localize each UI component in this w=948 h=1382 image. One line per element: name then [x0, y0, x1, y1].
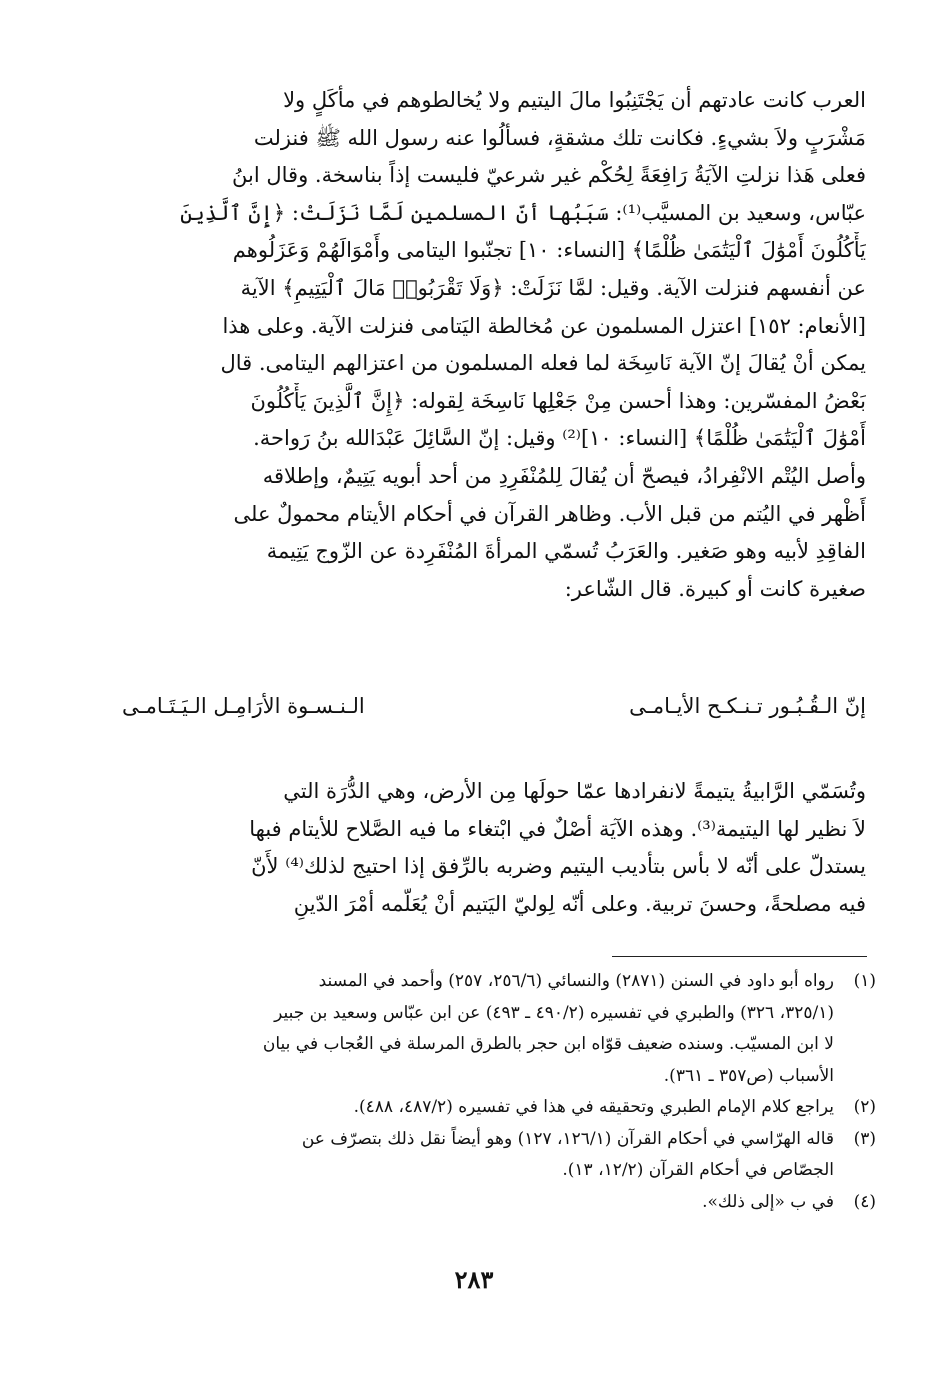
page-number: ٢٨٣: [454, 1265, 494, 1294]
footnote-text: [110, 1124, 834, 1187]
footnote: [110, 966, 876, 1092]
poetry-verse: [110, 688, 866, 732]
text-line: لاَ نظير لها اليتيمة⁽³⁾. وهذه الآيَة أصْلٌ في ابْتغاء ما فيه الصَّلاح للأيتام فبها: [249, 816, 866, 841]
text-line: يَأْكُلُونَ أَمْوَٰلَ ٱلْيَتَٰمَىٰ ظُلْمًا﴾ [النساء: ١٠] تجنّبوا اليتامى وأَمْوَالَهُمْ وَعَزَلُوهم: [232, 238, 866, 263]
text-line: صغيرة كانت أو كبيرة. قال الشّاعر:: [564, 576, 866, 601]
text-line: أَظْهر في اليُتم من قبل الأب. وظاهر القرآن في أحكام الأيتام محمولٌ على: [233, 501, 866, 526]
footnote-divider: [612, 956, 867, 957]
footnote: [110, 1092, 876, 1124]
verse-second-hemistich: الـنـسـوة الأرَامِـل الـيَـتَـامـى: [122, 694, 365, 718]
main-text: [110, 82, 866, 608]
main-text-continued: [110, 752, 866, 944]
footnote-number: (٣): [853, 1128, 876, 1149]
footnote-line: الأسباب (ص٣٥٧ ـ ٣٦١).: [663, 1065, 834, 1086]
text-line: فعلى هَذا نزلتِ الآيَةُ رَافِعَةً لِحُكْم غير شرعيّ فليست إذاً بناسخة. وقال ابنُ: [232, 163, 866, 188]
footnote-line: رواه أبو داود في السنن (٢٨٧١) والنسائي (٢٥٦/٦، ٢٥٧) وأحمد في المسند: [318, 971, 834, 991]
text-line: وأصل اليُتْم الانْفِرادُ، فيصحّ أن يُقالَ لِلمُنْفَرِدِ من أحد أبويه يَتِيمٌ، وإطلاقه: [262, 463, 866, 488]
footnote-number: (١): [853, 971, 876, 991]
text-line: بَعْضُ المفسّرين: وهذا أحسن مِنْ جَعْلِها نَاسِخَة لِقوله: ﴿إِنَّ ٱلَّذِينَ يَأْكُلُونَ: [250, 388, 866, 413]
text-line: مَشْرَبٍ ولاَ بشيءٍ. فكانت تلك مشقةٍ، فسألُوا عنه رسول الله ﷺ فنزلت: [253, 125, 866, 150]
text-line: أَمْوَٰلَ ٱلْيَتَٰمَىٰ ظُلْمًا﴾ [النساء: ١٠]⁽²⁾ وقيل: إنّ السَّائِلَ عَبْدَالله بنُ رَواحة.: [253, 426, 866, 451]
footnote-line: (٣٢٥/١، ٣٢٦) والطبري في تفسيره (٤٩٠/٢ ـ ٤٩٣) عن ابن عبّاس وسعيد بن جبير: [274, 1002, 834, 1023]
text-line: فيه مصلحةً، وحسنَ تربية. وعلى أنّه لِوليّ اليَتيم أنْ يُعَلّمه أمْرَ الدّينِ: [293, 891, 866, 916]
footnote-line: لا ابن المسيّب. وسنده ضعيف قوّاه ابن حجر بالطرق المرسلة في العُجاب في بيان: [262, 1034, 834, 1054]
text-line: يستدلّ على أنّه لا بأس بتأديب اليتيم وضربه بالرِّفق إذا احتيج لذلك⁽⁴⁾ لأَنّ: [251, 854, 866, 879]
paragraph-1: [110, 82, 866, 608]
paragraph-2: [110, 773, 866, 923]
footnotes: [110, 966, 876, 1218]
footnote-line: الجصّاص في أحكام القرآن (١٢/٢، ١٣).: [562, 1160, 834, 1180]
text-line: [الأنعام: ١٥٢] اعتزل المسلمون عن مُخالطة اليَتامى فنزلت الآية. وعلى هذا: [222, 313, 866, 338]
footnote-line: في ب «إلى ذلك».: [702, 1191, 834, 1212]
verse-first-hemistich: إنّ الـقُـبُـور تـنـكـح الأيـامـى: [629, 694, 866, 718]
text-line: وتُسَمّي الرَّابيةُ يتيمةً لانفرادها عمّا حولَها مِن الأرض، وهي الدُّرَة التي: [283, 779, 866, 803]
footnote-line: يراجع كلام الإمام الطبري وتحقيقه في هذا في تفسيره (٤٨٧/٢، ٤٨٨).: [353, 1097, 834, 1117]
text-line: الفاقِدِ لأبيه وهو صَغير. والعَرَبُ تُسمّي المرأةَ المُنْفَرِدة عن الزّوج يَتِيمة: [266, 539, 866, 564]
footnote-number: (٢): [853, 1097, 876, 1117]
text-line: عبّاس، وسعيد بن المسيَّب⁽¹⁾: سَبَبُها أنّ المسلمين لَمَّا نَزَلَتْ: ﴿إِنَّ ٱلَّذِينَ: [180, 200, 866, 225]
text-line: عن أنفسهم فنزلت الآية. وقيل: لمَّا نَزَلَتْ: ﴿وَلَا تَقْرَبُوا۟ مَالَ ٱلْيَتِيمِ﴾ الآية: [240, 275, 866, 300]
footnote-text: [110, 1092, 834, 1124]
text-line: يمكن أنْ يُقالَ إنّ الآية نَاسِخَة لما فعله المسلمون من اعتزالهم اليتامى. قال: [220, 351, 866, 376]
footnote-number: (٤): [853, 1191, 876, 1212]
footnote-line: قاله الهرّاسي في أحكام القرآن (١٢٦/١، ١٢٧) وهو أيضاً نقل ذلك بتصرّف عن: [301, 1128, 834, 1149]
text-line: العرب كانت عادتهم أن يَجْتَنِبُوا مالَ اليتيم ولا يُخالطوهم في مأكَلٍ ولا: [283, 88, 866, 112]
footnote: [110, 1124, 876, 1187]
footnote-text: [110, 1187, 834, 1219]
footnote: [110, 1187, 876, 1219]
footnote-text: [110, 966, 834, 1092]
